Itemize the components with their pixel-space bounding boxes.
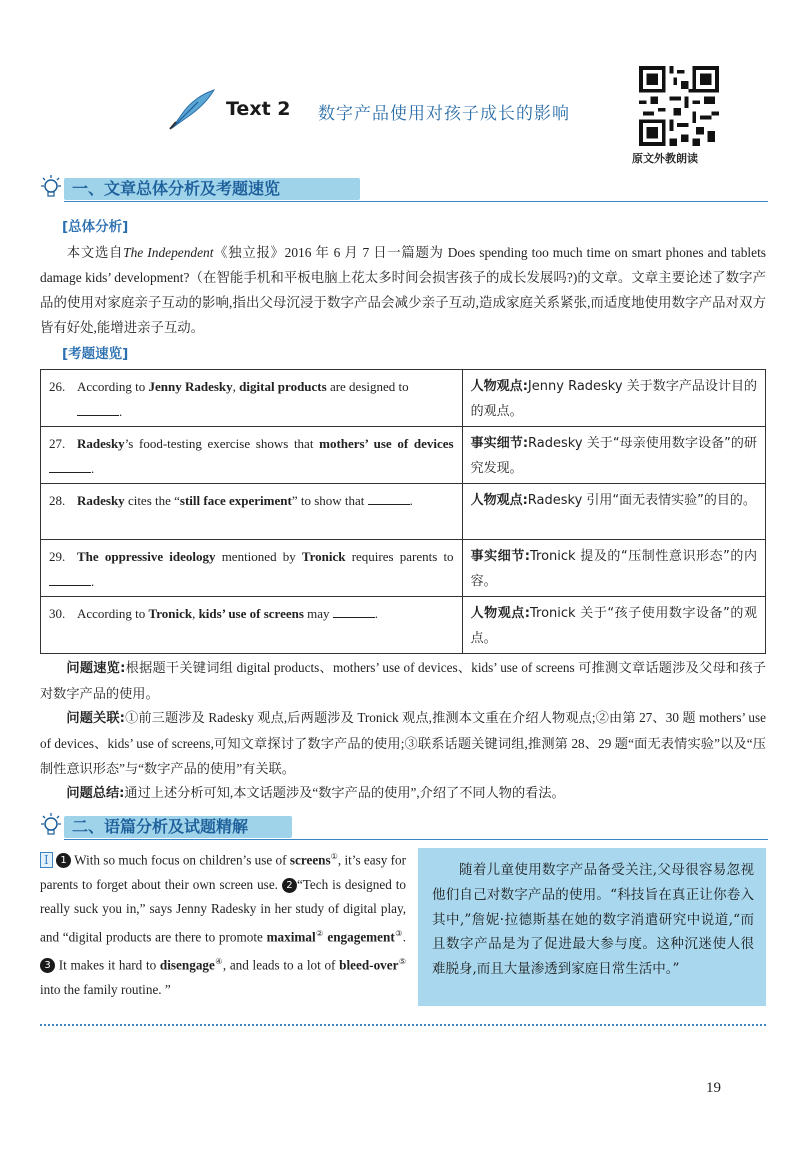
paragraph-marker: Ⅰ <box>40 852 53 868</box>
answer-blank[interactable] <box>77 401 119 416</box>
answer-blank[interactable] <box>49 571 91 586</box>
quill-pen-icon <box>168 88 218 130</box>
question-table <box>40 369 766 654</box>
quick-view-tag: [考题速览] <box>62 346 129 362</box>
answer-cell: 人物观点:Tronick 关于“孩子使用数字设备”的观点。 <box>462 597 765 654</box>
question-cell: 30. According to Tronick, kids’ use of screens may . <box>41 597 463 654</box>
table-row <box>41 484 766 540</box>
qr-code-icon[interactable] <box>639 66 719 146</box>
question-cell: 27. Radesky’s food-testing exercise shows that mothers’ use of devices . <box>41 427 463 484</box>
note-association: 问题关联:①前三题涉及 Radesky 观点,后两题涉及 Tronick 观点,推测本文重在介绍人物观点;②由第 27、30 题 mothers’ use of devices、kids’ use of screens,可知文章探讨了数字产品的使用;③联系话题关键词组,推测第 28、29 题“面无表情实验”以及“压制性意识形态”与“数字产品的使用”有关联。 <box>40 710 766 776</box>
page-number: 19 <box>706 1080 721 1096</box>
overall-analysis-text: 本文选自The Independent《独立报》2016 年 6 月 7 日一篇题为 Does spending too much time on smart phones and tablets damage kids’ development?（在智能手机和平板电脑上花太多时间会损害孩子的成长发展吗?)的文章。文章主要论述了数字产品的使用对家庭亲子互动的影响,指出父母沉浸于数字产品会减少亲子互动,造成家庭关系紧张,而适度地使用数字产品对双方皆有好处,能增进亲子互动。 <box>40 245 766 335</box>
divider <box>40 1024 766 1026</box>
answer-blank[interactable] <box>368 490 410 505</box>
sentence-number: 2 <box>282 878 297 893</box>
answer-blank[interactable] <box>333 603 375 618</box>
passage-paragraph: Ⅰ 1 With so much focus on children’s use of screens①, it’s easy for parents to forget about their own screen use. 2 “Tech is designed to really suck you in,” says Jenny Radesky in her study of digital play, and “digital products are there to promote maximal② engagement③. 3 It makes it hard to disengage④, and leads to a lot of bleed-over⑤ into the family routine. ” <box>40 852 407 997</box>
article-title: 数字产品使用对孩子成长的影响 <box>318 104 570 124</box>
answer-cell: 事实细节:Radesky 关于“母亲使用数字设备”的研究发现。 <box>462 427 765 484</box>
table-row <box>41 540 766 597</box>
lightbulb-icon <box>38 174 64 202</box>
answer-blank[interactable] <box>49 458 91 473</box>
sentence-number: 1 <box>56 853 71 868</box>
section-header-1 <box>38 174 768 204</box>
note-overview: 问题速览:根据题干关键词组 digital products、mothers’ use of devices、kids’ use of screens 可推测文章话题涉及父母和孩子对数字产品的使用。 <box>40 660 766 701</box>
translation-text: 随着儿童使用数字产品备受关注,父母很容易忽视他们自己对数字产品的使用。“科技旨在真正让你卷入其中,”詹妮·拉德斯基在她的数字消遣研究中说道,“而且数字产品是为了促进最大参与度。这种沉迷使人很难脱身,而且大量渗透到家庭日常生活中。” <box>432 862 754 978</box>
question-cell: 26. According to Jenny Radesky, digital products are designed to . <box>41 370 463 427</box>
table-row <box>41 370 766 427</box>
section-title: 一、文章总体分析及考题速览 <box>72 179 281 198</box>
question-cell: 29. The oppressive ideology mentioned by Tronick requires parents to . <box>41 540 463 597</box>
sentence-number: 3 <box>40 958 55 973</box>
table-row <box>41 597 766 654</box>
section-title: 二、语篇分析及试题精解 <box>72 817 249 836</box>
table-row <box>41 427 766 484</box>
answer-cell: 人物观点:Jenny Radesky 关于数字产品设计目的的观点。 <box>462 370 765 427</box>
question-cell: 28. Radesky cites the “still face experiment” to show that . <box>41 484 463 540</box>
text-title: Text 2 <box>226 98 291 120</box>
lightbulb-icon <box>38 812 64 840</box>
overall-analysis-tag: [总体分析] <box>62 219 129 235</box>
note-summary: 问题总结:通过上述分析可知,本文话题涉及“数字产品的使用”,介绍了不同人物的看法。 <box>66 785 565 801</box>
qr-label: 原文外教朗读 <box>632 152 698 165</box>
answer-cell: 人物观点:Radesky 引用“面无表情实验”的目的。 <box>462 484 765 540</box>
answer-cell: 事实细节:Tronick 提及的“压制性意识形态”的内容。 <box>462 540 765 597</box>
section-header-2 <box>38 812 768 842</box>
